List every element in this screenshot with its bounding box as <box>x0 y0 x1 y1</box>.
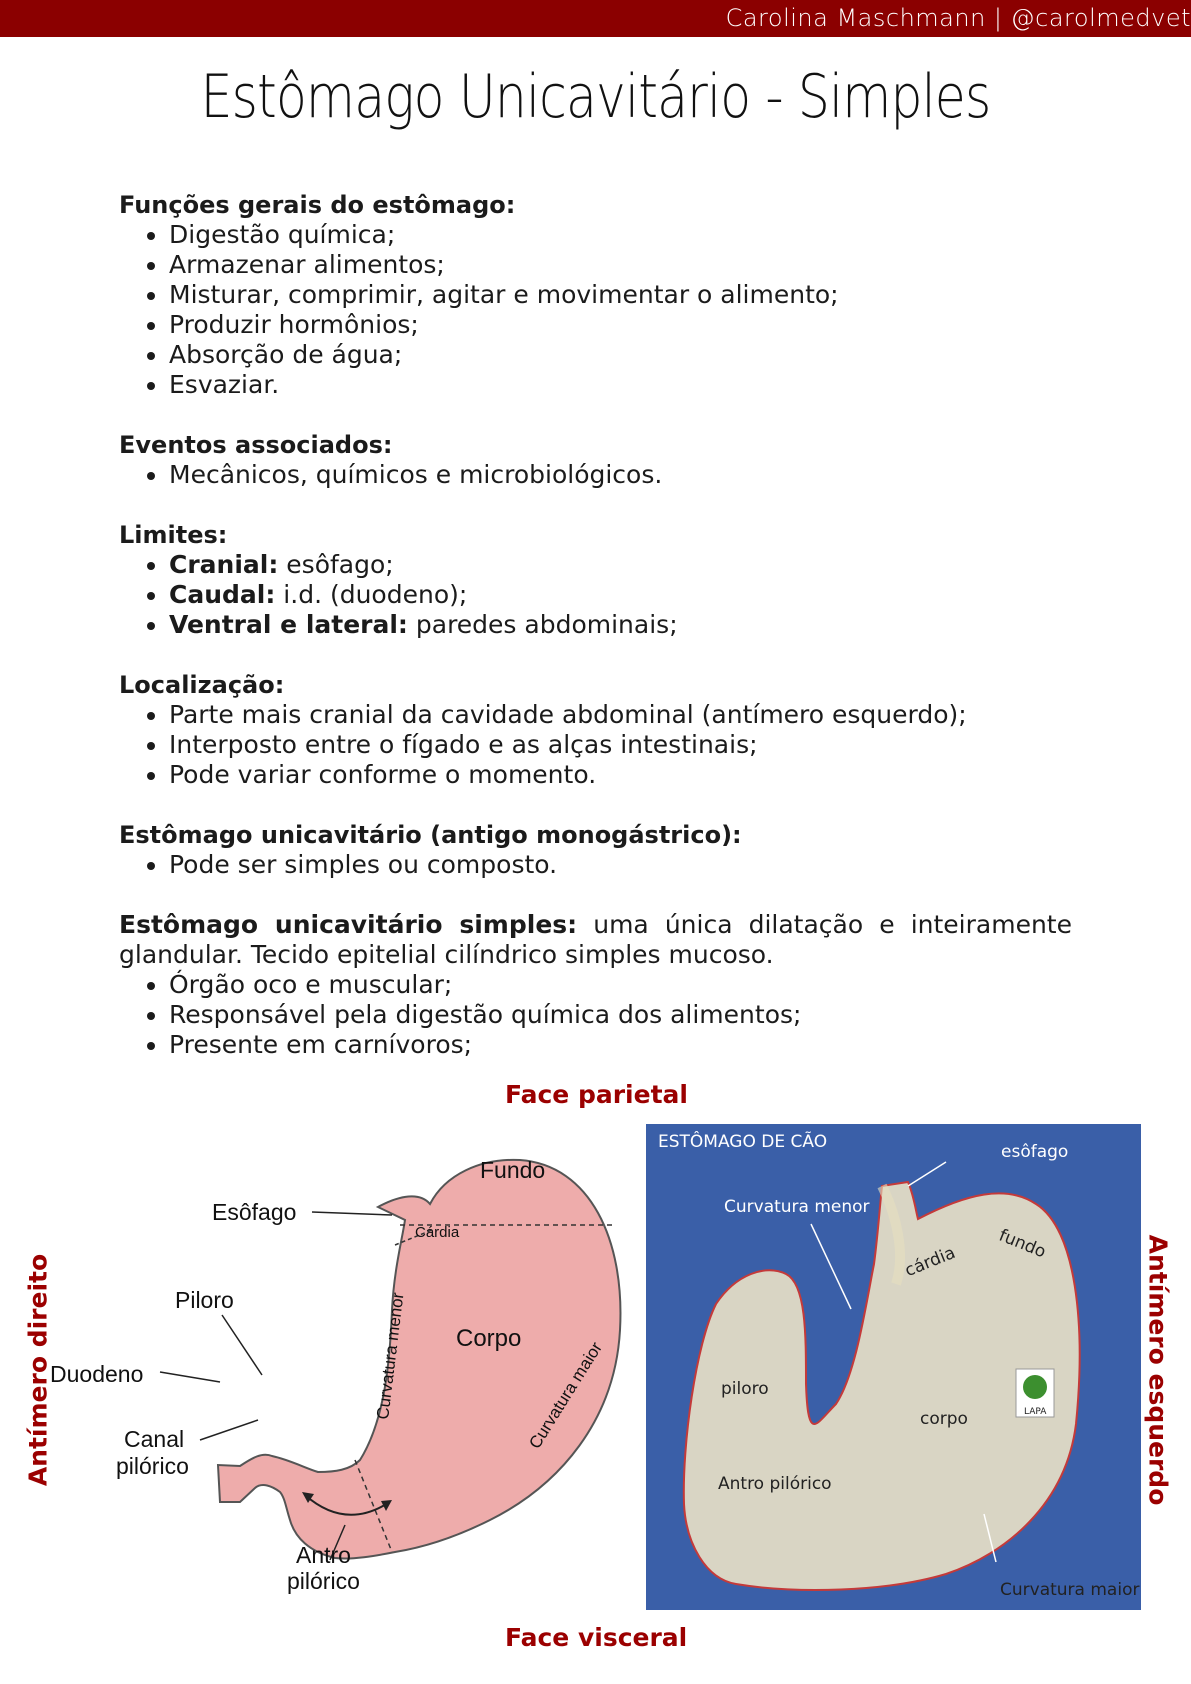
list-item: • Pode variar conforme o momento. <box>169 760 1072 790</box>
label-fundo: Fundo <box>480 1157 546 1183</box>
list-item: • Misturar, comprimir, agitar e movimentar o alimento; <box>169 280 1072 310</box>
main-content <box>119 190 1072 1060</box>
lapa-logo-text: LAPA <box>1024 1407 1047 1417</box>
photo-label-curvatura-menor: Curvatura menor <box>724 1197 870 1217</box>
photo-label-antro: Antro pilórico <box>718 1474 832 1494</box>
photo-label-cardia: cárdia <box>902 1242 959 1282</box>
paragraph-bold: Estômago unicavitário simples: <box>119 910 578 939</box>
photo-title: ESTÔMAGO DE CÃO <box>658 1132 828 1152</box>
author-credit: Carolina Maschmann | @carolmedvet <box>725 4 1191 32</box>
canal-leader <box>200 1420 258 1440</box>
list-item: • Armazenar alimentos; <box>169 250 1072 280</box>
item-text: paredes abdominais; <box>407 610 678 639</box>
photo-label-curvatura-maior: Curvatura maior <box>1000 1580 1140 1600</box>
list-item <box>169 580 1072 610</box>
list-item: • Responsável pela digestão química dos alimentos; <box>169 1000 1072 1030</box>
section-unicavitario <box>119 820 1072 880</box>
list-item <box>169 550 1072 580</box>
section-simples <box>119 910 1072 1060</box>
piloro-leader <box>222 1315 262 1375</box>
photo-label-piloro: piloro <box>721 1379 769 1399</box>
label-corpo: Corpo <box>456 1325 522 1352</box>
photo-label-corpo: corpo <box>920 1409 968 1429</box>
section-heading: Localização: <box>119 671 285 699</box>
bullet-list <box>119 700 1072 790</box>
label-curvatura-menor: Curvatura menor <box>373 1291 408 1421</box>
bullet-list <box>119 550 1072 640</box>
list-item: • Mecânicos, químicos e microbiológicos. <box>169 460 1072 490</box>
label-piloro: Piloro <box>175 1287 234 1313</box>
bullet-list <box>119 970 1072 1060</box>
list-item: • Esvaziar. <box>169 370 1072 400</box>
list-item: • Parte mais cranial da cavidade abdominal (antímero esquerdo); <box>169 700 1072 730</box>
page-title: Estômago Unicavitário - Simples <box>200 62 991 132</box>
photo-illustration <box>646 1124 1141 1610</box>
label-antro-pilorico: pilórico <box>287 1568 360 1594</box>
bullet-list <box>119 460 1072 490</box>
item-bold: Caudal: <box>169 580 276 609</box>
item-bold: Ventral e lateral: <box>169 610 408 639</box>
stomach-diagram <box>0 1120 640 1610</box>
duodeno-leader <box>160 1372 220 1382</box>
face-parietal-label: Face parietal <box>505 1080 688 1109</box>
antimero-direito-label: Antímero direito <box>23 1253 53 1487</box>
photo-label-fundo: fundo <box>996 1225 1049 1263</box>
list-item: • Pode ser simples ou composto. <box>169 850 1072 880</box>
item-bold: Cranial: <box>169 550 279 579</box>
photo-label-esofago: esôfago <box>1001 1142 1069 1162</box>
lapa-logo-mark <box>1023 1375 1047 1399</box>
dog-stomach-photo <box>646 1124 1141 1610</box>
section-heading: Estômago unicavitário (antigo monogástrico): <box>119 821 742 849</box>
list-item: • Interposto entre o fígado e as alças intestinais; <box>169 730 1072 760</box>
bullet-list <box>119 220 1072 400</box>
label-canal: Canal <box>124 1426 185 1452</box>
section-localizacao <box>119 670 1072 790</box>
label-antro: Antro <box>296 1542 351 1568</box>
label-esofago: Esôfago <box>212 1199 297 1225</box>
esofago-leader <box>312 1212 392 1215</box>
section-funcoes <box>119 190 1072 400</box>
section-heading: Eventos associados: <box>119 431 393 459</box>
list-item: • Absorção de água; <box>169 340 1072 370</box>
label-cardia: Cárdia <box>415 1224 460 1241</box>
face-visceral-label: Face visceral <box>505 1623 688 1652</box>
list-item <box>169 610 1072 640</box>
list-item: • Produzir hormônios; <box>169 310 1072 340</box>
paragraph-text: uma única dilatação e inteiramente glandular. Tecido epitelial cilíndrico simples mucoso. <box>119 910 1072 969</box>
list-item: • Presente em carnívoros; <box>169 1030 1072 1060</box>
section-heading: Funções gerais do estômago: <box>119 191 516 219</box>
antimero-esquerdo-label: Antímero esquerdo <box>1143 1234 1173 1506</box>
list-item: • Digestão química; <box>169 220 1072 250</box>
simples-paragraph <box>119 910 1072 970</box>
label-curvatura-maior: Curvatura maior <box>525 1338 606 1453</box>
list-item: • Órgão oco e muscular; <box>169 970 1072 1000</box>
label-duodeno: Duodeno <box>50 1361 144 1387</box>
item-text: i.d. (duodeno); <box>275 580 468 609</box>
section-eventos <box>119 430 1072 490</box>
header-bar <box>0 0 1191 37</box>
label-pilorico: pilórico <box>116 1453 189 1479</box>
item-text: esôfago; <box>278 550 394 579</box>
section-limites <box>119 520 1072 640</box>
bullet-list <box>119 850 1072 880</box>
section-heading: Limites: <box>119 521 228 549</box>
